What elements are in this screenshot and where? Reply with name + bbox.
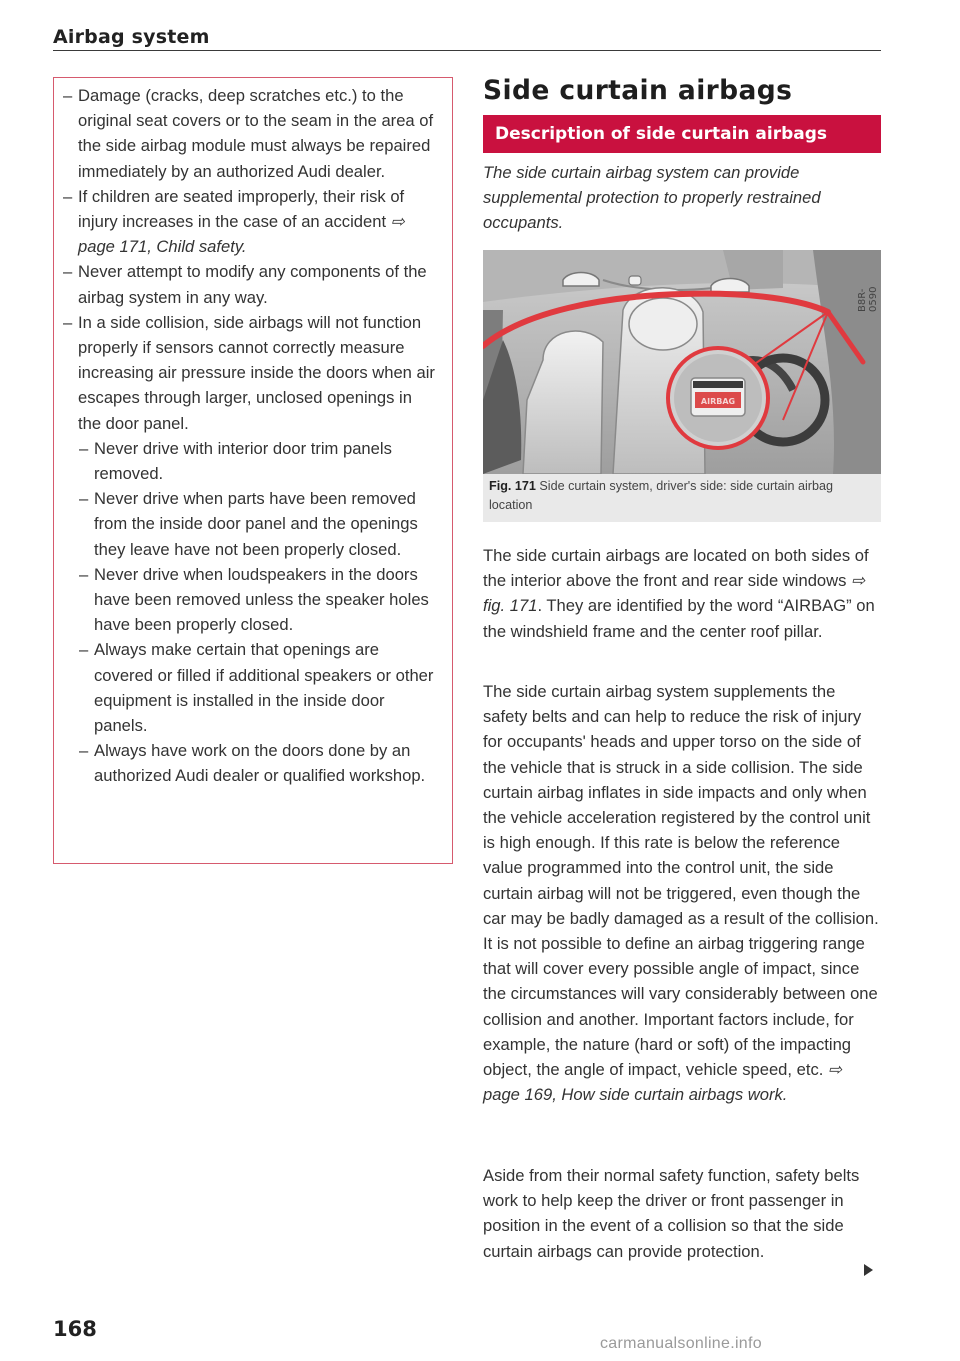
page-reference-link[interactable]: ⇨ page 171, Child safety. bbox=[78, 212, 405, 257]
warning-item: – If children are seated improperly, their risk of injury increases in the case of an accident ⇨ page 171, Child safety. bbox=[63, 186, 405, 257]
body-paragraph-3: Aside from their normal safety function, safety belts work to help keep the driver or front passenger in position in the event of a collision so that the side curtain airbags can provide protection. bbox=[483, 1166, 860, 1261]
figure-caption-text: Side curtain system, driver's side: side curtain airbag location bbox=[489, 479, 833, 512]
airbag-badge-label: AIRBAG bbox=[700, 397, 736, 406]
section-title: Side curtain airbags bbox=[483, 75, 793, 106]
section-intro: The side curtain airbag system can provide supplemental protection to properly restrained occupants. bbox=[483, 163, 821, 233]
page-number: 168 bbox=[53, 1317, 97, 1341]
car-interior-illustration bbox=[483, 250, 881, 474]
figure-label: Fig. 171 bbox=[489, 479, 536, 493]
figure-caption bbox=[483, 477, 881, 515]
body-paragraph-2: The side curtain airbag system supplements the safety belts and can help to reduce the risk of injury for occupants' heads and upper torso on the side of the vehicle that is struck in a side collision. The side curtain airbag inflates in side impacts and only when the vehicle acceleration registered by the control unit is high enough. If this rate is below the reference value programmed into the control unit, the side curtain airbag will not be triggered, even though the car may be badly damaged as a result of the collision. It is not possible to define an airbag triggering range that will cover every possible angle of impact, since the circumstances will vary considerably between one collision and another. Important factors include, for example, the nature (hard or soft) of the impacting object, the angle of impact, vehicle speed, etc. ⇨ page 169, How side curtain airbags work. bbox=[483, 682, 879, 1105]
warning-subitem: – Always make certain that openings are covered or filled if additional speakers or other equipment is installed in the inside door panels. bbox=[79, 640, 434, 736]
running-header: Airbag system bbox=[53, 26, 210, 48]
figure-171 bbox=[483, 250, 881, 522]
warning-subitem: – Never drive when loudspeakers in the doors have been removed unless the speaker holes have been properly closed. bbox=[79, 564, 429, 635]
continue-arrow-icon bbox=[864, 1264, 873, 1276]
warning-item: – Damage (cracks, deep scratches etc.) to the original seat covers or to the seam in the area of the side airbag module must always be repaired immediately by an authorized Audi dealer. bbox=[63, 86, 434, 181]
warning-subitem: – Always have work on the doors done by an authorized Audi dealer or qualified workshop. bbox=[79, 741, 426, 786]
figure-reference-link[interactable]: ⇨ fig. 171 bbox=[483, 571, 865, 616]
page-reference-link[interactable]: ⇨ page 169, How side curtain airbags work. bbox=[483, 1060, 842, 1105]
warning-subitem: – Never drive when parts have been removed from the inside door panel and the openings they leave have not been properly closed. bbox=[79, 489, 418, 559]
warning-subitem: – Never drive with interior door trim panels removed. bbox=[79, 438, 392, 484]
warning-box bbox=[53, 77, 453, 864]
warning-item: – In a side collision, side airbags will not function properly if sensors cannot correctly measure increasing air pressure inside the doors when air escapes through larger, unclosed openings in the door panel. bbox=[63, 312, 435, 433]
header-rule bbox=[53, 50, 881, 51]
watermark: carmanualsonline.info bbox=[600, 1335, 762, 1352]
warning-list bbox=[63, 83, 438, 789]
subsection-title: Description of side curtain airbags bbox=[483, 115, 881, 153]
warning-item: – Never attempt to modify any components of the airbag system in any way. bbox=[63, 262, 427, 307]
figure-code: B8R-0590 bbox=[857, 286, 879, 312]
body-paragraph-1: The side curtain airbags are located on both sides of the interior above the front and rear side windows ⇨ fig. 171. They are identified by the word “AIRBAG” on the windshield frame and the center roof pillar. bbox=[483, 546, 875, 641]
